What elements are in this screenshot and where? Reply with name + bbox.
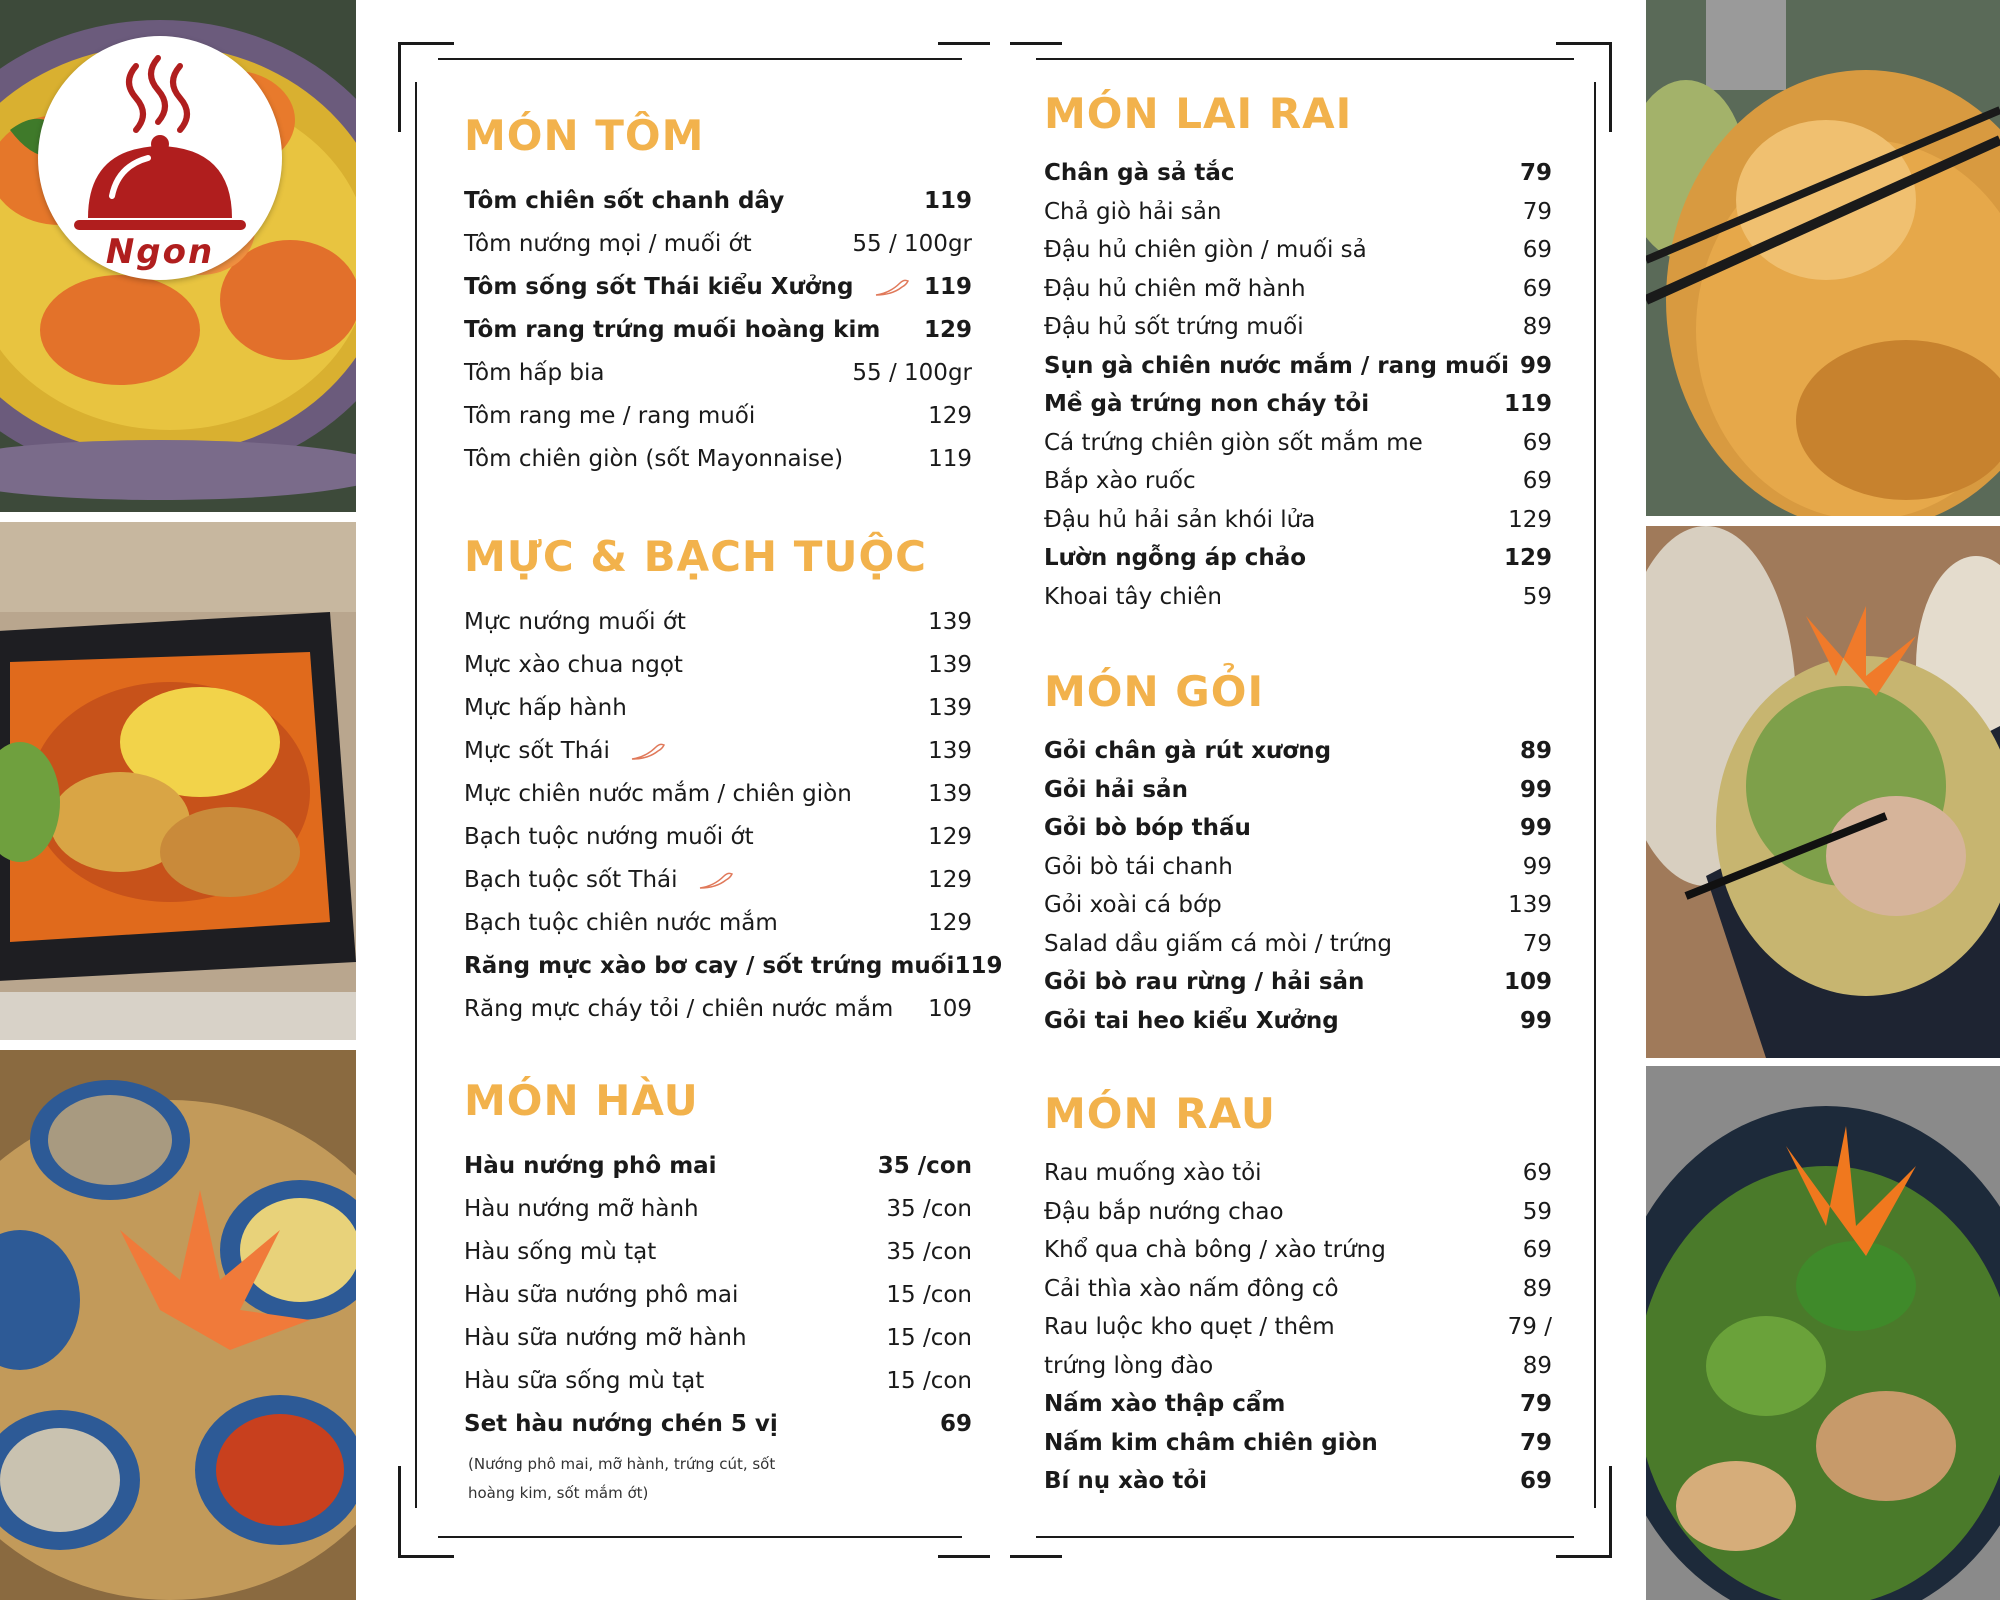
item-name: Mực chiên nước mắm / chiên giòn <box>464 781 852 807</box>
item-price: 129 <box>923 317 972 343</box>
menu-item <box>1044 1308 1552 1347</box>
left-photo-column <box>0 0 356 1600</box>
item-price: 129 <box>928 910 972 936</box>
item-price: 129 <box>928 824 972 850</box>
item-price: 109 <box>1503 969 1552 995</box>
item-price: 89 <box>1519 738 1552 764</box>
item-name: Mực hấp hành <box>464 695 627 721</box>
menu-item <box>464 266 972 309</box>
menu-item <box>1044 231 1552 270</box>
section-title: MÓN HÀU <box>464 1076 699 1125</box>
item-price: 119 <box>923 188 972 214</box>
section-title: MÓN RAU <box>1044 1089 1276 1138</box>
item-name: Bí nụ xào tỏi <box>1044 1468 1208 1494</box>
item-name: Mực sốt Thái <box>464 738 610 764</box>
brand-logo <box>38 36 282 280</box>
menu-item <box>1044 1462 1552 1501</box>
set-note <box>464 1450 972 1508</box>
frame-line-right <box>1594 82 1596 1508</box>
item-name: Tôm chiên giòn (sốt Mayonnaise) <box>464 446 844 472</box>
menu-item <box>464 730 972 773</box>
item-name: Gỏi tai heo kiểu Xưởng <box>1044 1007 1339 1034</box>
item-price: 119 <box>1503 391 1552 417</box>
item-price: 55 / 100gr <box>852 360 972 386</box>
menu-item <box>1044 1270 1552 1309</box>
item-name: Tôm rang me / rang muối <box>464 403 756 429</box>
frame-corner <box>1609 42 1612 132</box>
item-name: Bạch tuộc sốt Thái <box>464 867 678 893</box>
item-name: Set hàu nướng chén 5 vị <box>464 1411 778 1437</box>
frame-corner <box>938 1555 990 1558</box>
item-price: 99 <box>1519 1007 1552 1034</box>
item-price: 15 /con <box>886 1325 972 1351</box>
item-name: Bạch tuộc nướng muối ớt <box>464 824 754 850</box>
menu-item <box>464 309 972 352</box>
item-price: 129 <box>928 403 972 429</box>
item-price: 69 <box>1522 468 1552 494</box>
item-name: Khổ qua chà bông / xào trứng <box>1044 1237 1386 1263</box>
item-name: Mề gà trứng non cháy tỏi <box>1044 391 1370 417</box>
section-lairai <box>1044 90 1552 616</box>
item-name: Cải thìa xào nấm đông cô <box>1044 1275 1339 1302</box>
section-title: MỰC & BẠCH TUỘC <box>464 532 927 581</box>
item-name: Tôm hấp bia <box>464 360 605 386</box>
menu-item <box>464 773 972 816</box>
item-price: 79 <box>1519 1429 1552 1456</box>
item-name: Răng mực cháy tỏi / chiên nước mắm <box>464 996 894 1022</box>
menu-item <box>464 438 972 481</box>
menu-item <box>1044 1154 1552 1193</box>
item-price: 139 <box>928 609 972 635</box>
menu-item <box>464 352 972 395</box>
item-price: 99 <box>1522 853 1552 880</box>
item-price: 69 <box>1522 1160 1552 1186</box>
frame-corner <box>398 1466 401 1558</box>
menu-item <box>1044 501 1552 540</box>
item-price: 129 <box>928 867 972 893</box>
item-price: 119 <box>928 446 972 472</box>
item-price: 79 / <box>1507 1314 1552 1340</box>
item-name: Mực nướng muối ớt <box>464 609 686 635</box>
item-name: Gỏi hải sản <box>1044 776 1188 803</box>
item-name: Hàu nướng mỡ hành <box>464 1196 699 1222</box>
section-goi <box>1044 668 1552 1040</box>
item-name: Gỏi bò tái chanh <box>1044 853 1233 880</box>
menu-item <box>1044 732 1552 771</box>
frame-corner <box>1010 42 1062 45</box>
item-name: Chả giò hải sản <box>1044 198 1222 225</box>
item-name: Gỏi bò bóp thấu <box>1044 815 1251 841</box>
item-price: 59 <box>1522 583 1552 610</box>
item-price: 139 <box>1508 892 1552 918</box>
menu-item <box>1044 1231 1552 1270</box>
item-name: Cá trứng chiên giòn sốt mắm me <box>1044 429 1423 456</box>
section-rau <box>1044 1090 1552 1501</box>
item-price: 79 <box>1519 1391 1552 1417</box>
item-price: 59 <box>1522 1198 1552 1225</box>
item-price: 139 <box>928 695 972 721</box>
menu-item <box>1044 963 1552 1002</box>
item-name: Đậu bắp nướng chao <box>1044 1198 1284 1225</box>
set-note-line: (Nướng phô mai, mỡ hành, trứng cút, sốt <box>468 1455 776 1473</box>
item-price: 55 / 100gr <box>852 231 972 257</box>
section-title: MÓN LAI RAI <box>1044 89 1353 138</box>
item-price: 129 <box>1503 545 1552 571</box>
item-price: 69 <box>1522 237 1552 263</box>
item-name: Nấm xào thập cẩm <box>1044 1391 1286 1417</box>
chili-icon <box>872 277 910 299</box>
menu-item <box>1044 1424 1552 1463</box>
item-price: 35 /con <box>886 1239 972 1265</box>
item-name: Răng mực xào bơ cay / sốt trứng muối <box>464 953 955 979</box>
item-price: 119 <box>923 274 972 300</box>
menu-item <box>1044 1193 1552 1232</box>
chili-icon <box>696 870 734 892</box>
item-name: Tôm chiên sốt chanh dây <box>464 188 785 214</box>
menu-item <box>464 1317 972 1360</box>
item-price: 99 <box>1519 352 1552 379</box>
item-price: 69 <box>1522 275 1552 302</box>
item-price: 139 <box>928 738 972 764</box>
menu-item <box>1044 193 1552 232</box>
menu-item <box>464 1403 972 1446</box>
frame-line-bottom <box>438 1536 962 1538</box>
frame-corner <box>1556 1555 1612 1558</box>
item-name: Bạch tuộc chiên nước mắm <box>464 910 778 936</box>
menu-item <box>464 395 972 438</box>
item-name: Đậu hủ sốt trứng muối <box>1044 314 1304 340</box>
menu-item <box>464 988 972 1031</box>
frame-line-bottom <box>1036 1536 1574 1538</box>
frame-corner <box>398 1555 454 1558</box>
item-price: 99 <box>1519 776 1552 803</box>
item-price: 69 <box>1519 1468 1552 1494</box>
item-price: 79 <box>1522 198 1552 225</box>
menu-item <box>1044 848 1552 887</box>
item-name: Nấm kim châm chiên giòn <box>1044 1429 1378 1456</box>
section-title: MÓN GỎI <box>1044 667 1265 716</box>
item-name: Hàu sữa sống mù tạt <box>464 1368 705 1394</box>
item-name: Gỏi bò rau rừng / hải sản <box>1044 969 1365 995</box>
item-price: 79 <box>1522 930 1552 957</box>
item-name: Khoai tây chiên <box>1044 583 1222 610</box>
item-name: Lườn ngỗng áp chảo <box>1044 545 1307 571</box>
oyster-platter-photo <box>0 1050 356 1600</box>
chili-icon <box>628 741 666 763</box>
menu-item <box>1044 347 1552 386</box>
item-name: Hàu sữa nướng mỡ hành <box>464 1325 747 1351</box>
item-name: Đậu hủ hải sản khói lửa <box>1044 506 1316 533</box>
cloche-icon <box>74 135 246 230</box>
frame-line-top <box>1036 58 1574 60</box>
menu-item <box>464 816 972 859</box>
right-photo-column <box>1646 0 2000 1600</box>
vegetable-stir-fry-photo <box>1646 1066 2000 1600</box>
item-name: Tôm rang trứng muối hoàng kim <box>464 317 881 343</box>
item-name: Gỏi xoài cá bớp <box>1044 892 1222 918</box>
menu-item <box>464 1274 972 1317</box>
item-price: 89 <box>1522 1275 1552 1302</box>
item-name: Bắp xào ruốc <box>1044 468 1196 494</box>
item-name: trứng lòng đào <box>1044 1352 1214 1379</box>
item-price: 79 <box>1519 160 1552 186</box>
item-price: 89 <box>1522 314 1552 340</box>
item-name: Hàu nướng phô mai <box>464 1153 717 1179</box>
item-price: 35 /con <box>877 1153 972 1179</box>
item-name: Sụn gà chiên nước mắm / rang muối <box>1044 352 1509 379</box>
menu-item <box>1044 578 1552 617</box>
item-name: Mực xào chua ngọt <box>464 652 683 678</box>
item-price: 69 <box>1522 429 1552 456</box>
item-price: 99 <box>1519 815 1552 841</box>
item-price: 139 <box>928 781 972 807</box>
item-name: Hàu sữa nướng phô mai <box>464 1282 739 1308</box>
beef-salad-photo <box>1646 526 2000 1058</box>
item-price: 89 <box>1522 1352 1552 1379</box>
menu-item <box>464 945 1003 988</box>
item-price: 15 /con <box>886 1368 972 1394</box>
menu-column-left <box>464 111 1003 1508</box>
frame-line-left <box>415 82 417 1508</box>
section-title: MÓN TÔM <box>464 111 705 160</box>
menu-item <box>1044 771 1552 810</box>
section-tom <box>464 112 972 481</box>
menu-item <box>1044 886 1552 925</box>
frame-corner <box>398 42 454 45</box>
item-name: Rau luộc kho quẹt / thêm <box>1044 1314 1335 1340</box>
menu-item <box>464 687 972 730</box>
menu-item <box>464 180 972 223</box>
menu-item <box>464 601 972 644</box>
menu-item <box>1044 385 1552 424</box>
item-name: Đậu hủ chiên giòn / muối sả <box>1044 237 1367 263</box>
menu-item <box>1044 308 1552 347</box>
menu-item <box>1044 539 1552 578</box>
menu-item <box>464 223 972 266</box>
frame-corner <box>1556 42 1612 45</box>
menu-item <box>464 1145 972 1188</box>
item-price: 129 <box>1508 506 1552 533</box>
logo-text: Ngon <box>105 232 215 272</box>
item-name: Chân gà sả tắc <box>1044 160 1235 186</box>
frame-corner <box>398 42 401 132</box>
section-muc <box>464 532 1003 1031</box>
menu-item <box>464 1360 972 1403</box>
menu-item <box>1044 925 1552 964</box>
steam-icon <box>129 58 187 130</box>
menu-item <box>1044 1002 1552 1041</box>
menu-item <box>464 859 972 902</box>
frame-corner <box>1609 1466 1612 1558</box>
item-name: Salad dầu giấm cá mòi / trứng <box>1044 930 1392 957</box>
menu-item <box>1044 1347 1552 1386</box>
menu-item <box>1044 1385 1552 1424</box>
item-price: 109 <box>928 996 972 1022</box>
menu-item <box>1044 462 1552 501</box>
item-price: 69 <box>939 1411 972 1437</box>
menu-column-right <box>1044 90 1552 1501</box>
menu-item <box>1044 154 1552 193</box>
frame-corner <box>938 42 990 45</box>
item-name: Tôm sống sốt Thái kiểu Xưởng <box>464 274 854 300</box>
set-note-line: hoàng kim, sốt mắm ớt) <box>468 1484 649 1502</box>
item-name: Gỏi chân gà rút xương <box>1044 738 1332 764</box>
squid-corn-dish-photo <box>0 522 356 1040</box>
item-name: Rau muống xào tỏi <box>1044 1160 1262 1186</box>
crispy-mushroom-photo <box>1646 0 2000 516</box>
frame-line-top <box>438 58 962 60</box>
frame-corner <box>1010 1555 1062 1558</box>
item-price: 15 /con <box>886 1282 972 1308</box>
menu-item <box>1044 424 1552 463</box>
item-price: 139 <box>928 652 972 678</box>
item-price: 69 <box>1522 1237 1552 1263</box>
item-price: 119 <box>954 953 1003 979</box>
item-name: Tôm nướng mọi / muối ớt <box>464 231 752 257</box>
menu-item <box>464 1188 972 1231</box>
menu-item <box>1044 809 1552 848</box>
menu-item <box>464 902 972 945</box>
menu-item <box>1044 270 1552 309</box>
item-price: 35 /con <box>886 1196 972 1222</box>
menu-item <box>464 644 972 687</box>
item-name: Hàu sống mù tạt <box>464 1239 657 1265</box>
section-hau <box>464 1077 972 1508</box>
menu-item <box>464 1231 972 1274</box>
item-name: Đậu hủ chiên mỡ hành <box>1044 275 1306 302</box>
